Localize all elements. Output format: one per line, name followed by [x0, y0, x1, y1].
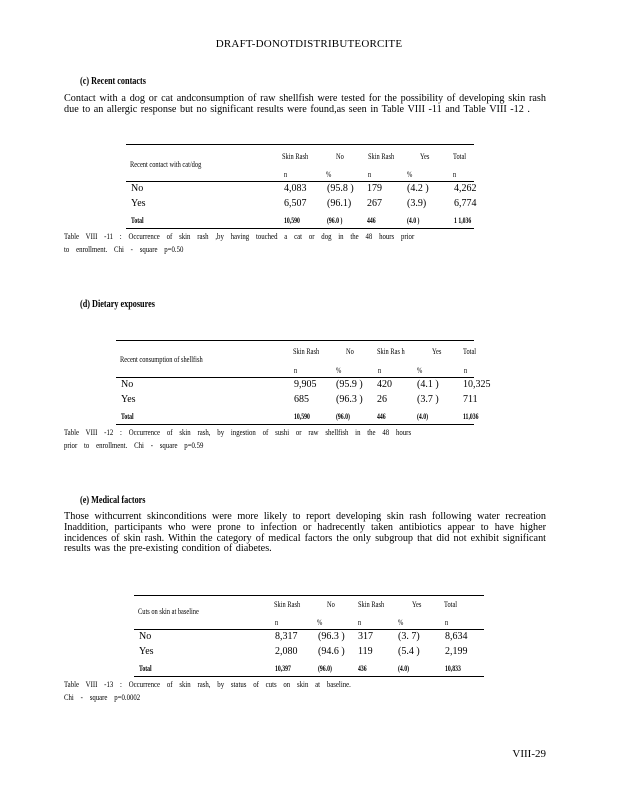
page-header: DRAFT-DONOTDISTRIBUTEORCITE — [215, 38, 403, 50]
table-cell: 26 — [377, 394, 387, 405]
col-subheader: % — [336, 366, 342, 375]
col-header: Skin Rash — [293, 347, 320, 356]
table-cell: 711 — [463, 394, 478, 405]
col-subheader: n — [445, 618, 449, 627]
col-subheader: n — [464, 366, 468, 375]
table-cell: 119 — [358, 646, 373, 657]
table-cell: (4.1 ) — [417, 379, 439, 390]
col-header: No — [336, 152, 344, 161]
col-header: Skin Rash — [358, 600, 385, 609]
col-subheader: n — [284, 170, 288, 179]
col-header: Yes — [420, 152, 430, 161]
total-cell: (4.0) — [417, 412, 429, 421]
table-caption-line1: Table VIII -13 : Occurrence of skin rash, by status of cuts on skin at baseline. — [64, 680, 351, 689]
total-cell: 10,590 — [284, 216, 300, 225]
table-cell: 2,080 — [275, 646, 298, 657]
col-subheader: n — [378, 366, 382, 375]
col-header: Yes — [412, 600, 422, 609]
total-cell: 11,036 — [463, 412, 479, 421]
col-subheader: n — [358, 618, 362, 627]
total-cell: 436 — [358, 664, 367, 673]
col-subheader: n — [275, 618, 279, 627]
col-header: Total — [463, 347, 477, 356]
total-cell: (96.0) — [318, 664, 332, 673]
section-c-heading: (c) Recent contacts — [80, 76, 146, 87]
table-cell: 9,905 — [294, 379, 317, 390]
table-cell: 4,262 — [454, 183, 477, 194]
table-bottom-rule — [134, 676, 484, 677]
total-label: Total — [139, 664, 152, 673]
table-top-rule — [134, 595, 484, 596]
table-cell: (96.3 ) — [318, 631, 345, 642]
table-caption-line2: to enrollment. Chi - square p=0.50 — [64, 245, 184, 254]
total-cell: 446 — [367, 216, 376, 225]
total-cell: (4.0) — [398, 664, 410, 673]
table-caption-line2: prior to enrollment. Chi - square p=0.59 — [64, 441, 204, 450]
row-label: Yes — [121, 394, 136, 405]
table-cell: (95.9 ) — [336, 379, 363, 390]
table-cell: (3. 7) — [398, 631, 420, 642]
table-cell: 4,083 — [284, 183, 307, 194]
table-cell: (96.1) — [327, 198, 352, 209]
table-cell: 267 — [367, 198, 382, 209]
col-subheader: % — [417, 366, 423, 375]
total-cell: 446 — [377, 412, 386, 421]
col-header: No — [346, 347, 354, 356]
col-subheader: % — [398, 618, 404, 627]
table-cell: (3.9) — [407, 198, 427, 209]
section-e-paragraph: Those withcurrent skinconditions were more likely to report developing skin rash following water recreation Inaddition, participants who were prone to infection or hadrecently taken antibiotics appear to have higher incidences of skin rash. Within the category of medical factors the only subgroup that did not exhibit significant results was the pre-existing condition of diabetes. — [64, 511, 546, 555]
col-header: No — [327, 600, 335, 609]
table-caption-line1: Table VIII -11 : Occurrence of skin rash ,by having touched a cat or dog in the 48 hours prior — [64, 232, 415, 241]
table-cell: 6,507 — [284, 198, 307, 209]
table-cell: 2,199 — [445, 646, 468, 657]
total-cell: 10,590 — [294, 412, 310, 421]
table-header-rule — [134, 629, 484, 630]
col-header: Total — [453, 152, 467, 161]
col-subheader: % — [326, 170, 332, 179]
col-header: Skin Rash — [274, 600, 301, 609]
total-cell: (4.0 ) — [407, 216, 420, 225]
col-header: Yes — [432, 347, 442, 356]
row-label: Yes — [131, 198, 146, 209]
col-subheader: n — [368, 170, 372, 179]
table-cell: 8,634 — [445, 631, 468, 642]
total-cell: 1 1,036 — [454, 216, 472, 225]
table-cell: 317 — [358, 631, 373, 642]
page-number: VIII-29 — [512, 748, 546, 760]
section-d-heading: (d) Dietary exposures — [80, 299, 155, 310]
row-label: No — [131, 183, 144, 194]
table-cell: (4.2 ) — [407, 183, 429, 194]
row-label-header: Recent consumption of shellfish — [120, 355, 203, 364]
table-cell: 179 — [367, 183, 382, 194]
total-label: Total — [121, 412, 134, 421]
total-cell: 10,397 — [275, 664, 291, 673]
total-cell: (96.0) — [336, 412, 350, 421]
table-caption-line1: Table VIII -12 : Occurrence of skin rash, by ingestion of sushi or raw shellfish in the 48 hours — [64, 428, 412, 437]
row-label: Yes — [139, 646, 154, 657]
table-cell: (95.8 ) — [327, 183, 354, 194]
col-subheader: n — [453, 170, 457, 179]
row-label-header: Recent contact with cat/dog — [130, 160, 202, 169]
table-cell: (96.3 ) — [336, 394, 363, 405]
table-cell: 6,774 — [454, 198, 477, 209]
col-header: Skin Ras h — [377, 347, 405, 356]
col-header: Skin Rash — [368, 152, 395, 161]
table-caption-line2: Chi - square p=0.0002 — [64, 693, 141, 702]
col-header: Skin Rash — [282, 152, 309, 161]
table-cell: 685 — [294, 394, 309, 405]
table-cell: 10,325 — [463, 379, 491, 390]
table-cell: 8,317 — [275, 631, 298, 642]
total-cell: (96.0 ) — [327, 216, 343, 225]
col-subheader: % — [407, 170, 413, 179]
total-cell: 10,833 — [445, 664, 461, 673]
table-cell: (5.4 ) — [398, 646, 420, 657]
section-e-heading: (e) Medical factors — [80, 495, 146, 506]
row-label: No — [139, 631, 152, 642]
col-header: Total — [444, 600, 458, 609]
row-label: No — [121, 379, 134, 390]
table-cell: 420 — [377, 379, 392, 390]
section-c-paragraph: Contact with a dog or cat andconsumption of raw shellfish were tested for the possibility of developing skin rash due to an allergic response but no significant results were found,as seen in Table VIII -11 and Table VIII -12 . — [64, 93, 546, 115]
col-subheader: % — [317, 618, 323, 627]
total-label: Total — [131, 216, 144, 225]
table-cell: (3.7 ) — [417, 394, 439, 405]
row-label-header: Cuts on skin at baseline — [138, 607, 199, 616]
table-cell: (94.6 ) — [318, 646, 345, 657]
col-subheader: n — [294, 366, 298, 375]
